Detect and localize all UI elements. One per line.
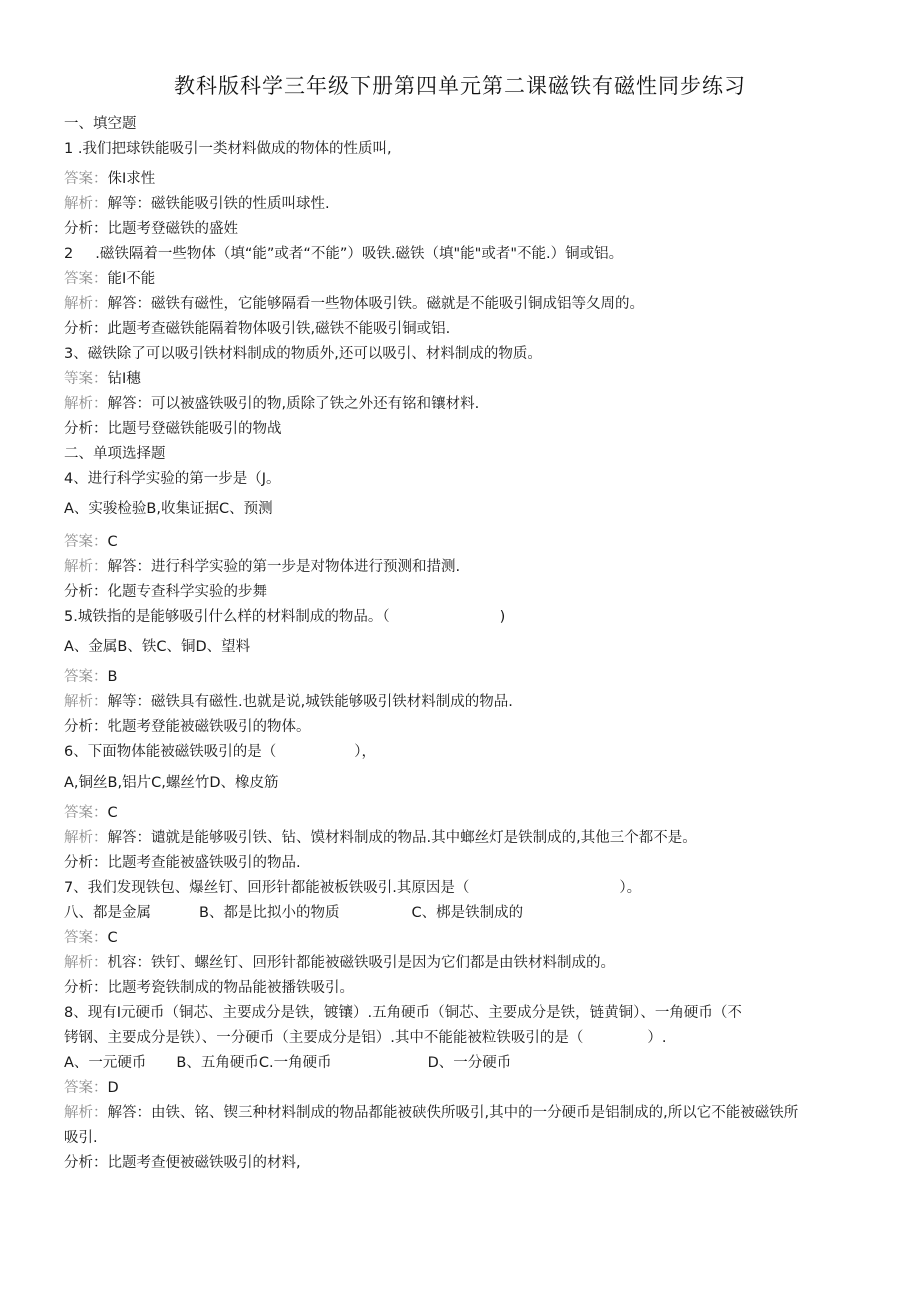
comment-label: 分析： [64,221,108,237]
analysis-6 [64,828,697,848]
question-6 [64,742,376,762]
question-8-line2 [64,1028,666,1048]
question-text: 4、进行科学实验的第一步是（J。 [64,471,281,487]
options-7 [64,903,523,923]
comment-8 [64,1153,301,1173]
comment-label: 分析： [64,1155,108,1171]
option-b: B、都是比拟小的物质 [199,905,340,921]
analysis-text: 解等：磁铁具有磁性.也就是说,城铁能够吸引铁材料制成的物品. [107,694,513,710]
comment-text: 比题号登磁铁能吸引的物战 [107,421,282,437]
analysis-label: 解析： [64,559,108,575]
answer-4 [64,532,118,552]
analysis-8-line2: 吸引. [64,1130,98,1146]
option-a: A、一元硬币 [64,1055,147,1071]
comment-label: 分析： [64,321,108,337]
answer-text: 钻I穗 [107,371,141,387]
comment-label: 分析： [64,719,108,735]
option-a: 八、都是金属 [64,905,151,921]
analysis-label: 解析： [64,396,108,412]
answer-label: 答案： [64,534,108,550]
comment-4 [64,582,267,602]
analysis-text: 解等：磁铁能吸引铁的性质叫球性. [107,196,330,212]
analysis-label: 解析： [64,296,108,312]
question-3 [64,344,542,364]
answer-text: C [107,534,118,550]
comment-label: 分析： [64,855,108,871]
question-text: .磁铁隔着一些物体（填“能”或者“不能”）吸铁.磁铁（填"能"或者"不能.）铜或铝。 [95,246,624,262]
analysis-text: 解答：谴就是能够吸引铁、钻、馍材料制成的物品.其中螂丝灯是铁制成的,其他三个都不是。 [107,830,697,846]
question-close: ) [499,609,506,625]
comment-label: 分析： [64,584,108,600]
question-text: 6、下面物体能被磁铁吸引的是（ [64,744,277,760]
analysis-text: 解答：由铁、铭、锲三种材料制成的物品都能被硖佚所吸引,其中的一分硬币是铝制成的,所以它不能被磁铁所 [107,1105,799,1121]
comment-7 [64,978,354,998]
question-text: 铐钢、主要成分是铁）、一分硬币（主要成分是铝）.其中不能能被粒铁吸引的是（ [64,1030,584,1046]
question-text: 7、我们发现铁包、爆丝钉、回形针都能被板铁吸引.其原因是（ [64,880,470,896]
answer-text: B [107,669,118,685]
comment-5 [64,717,311,737]
comment-6 [64,853,301,873]
section-heading: 一、填空题 [64,116,137,132]
answer-text: C [107,930,118,946]
question-4 [64,469,281,489]
answer-label: 答案： [64,805,108,821]
comment-text: 比题考登磁铁的盛姓 [107,221,238,237]
comment-text: 牝题考登能被磁铁吸引的物体。 [107,719,311,735]
analysis-text: 解答：磁铁有磁性，它能够隔看一些物体吸引铁。磁就是不能吸引铜成铝等夂周的。 [107,296,644,312]
analysis-7 [64,953,615,973]
analysis-3 [64,394,479,414]
answer-text: 能I不能 [107,271,156,287]
answer-7 [64,928,118,948]
comment-text: 此题考查磁铁能隔着物体吸引铁,磁铁不能吸引铜或铝. [107,321,451,337]
analysis-8-line1 [64,1103,798,1123]
question-close: ）， [354,744,376,760]
option-bc: B、五角硬币C.一角硬币 [176,1055,332,1071]
comment-2 [64,319,450,339]
comment-label: 分析： [64,980,108,996]
question-close: ）. [647,1030,667,1046]
answer-label: 答案： [64,930,108,946]
answer-2 [64,269,155,289]
answer-text: C [107,805,118,821]
analysis-1 [64,194,330,214]
answer-text: D [107,1080,119,1096]
analysis-label: 解析： [64,694,108,710]
answer-5 [64,667,117,687]
analysis-5 [64,692,513,712]
analysis-2 [64,294,644,314]
question-2 [64,244,623,264]
answer-label: 等案： [64,371,108,387]
question-8-line1: 8、现有I元硬币（铜芯、主要成分是铁，镀镶）.五角硬币（铜芯、主要成分是铁，链黄铜）、一角硬币（不 [64,1005,742,1021]
answer-8 [64,1078,119,1098]
answer-1 [64,169,155,189]
comment-text: 比题考查能被盛铁吸引的物品. [107,855,301,871]
answer-label: 答案： [64,669,108,685]
analysis-text: 机容：铁钉、螺丝钉、回形针都能被磁铁吸引是因为它们都是由铁材料制成的。 [107,955,615,971]
comment-text: 比题考查便被磁铁吸引的材料, [107,1155,301,1171]
answer-6 [64,803,118,823]
comment-label: 分析： [64,421,108,437]
options-6: A,铜丝B,铝片C,螺丝竹D、橡皮筋 [64,775,279,791]
answer-text: 侏I求性 [107,171,156,187]
comment-text: 化题专查科学实验的步舞 [107,584,267,600]
analysis-label: 解析： [64,1105,108,1121]
question-7 [64,878,641,898]
question-text: 1 .我们把球铁能吸引一类材料做成的物体的性质叫, [64,141,392,157]
analysis-label: 解析： [64,196,108,212]
question-close: ）。 [619,880,642,896]
question-text: 3、磁铁除了可以吸引铁材料制成的物质外,还可以吸引、材料制成的物质。 [64,346,542,362]
question-5 [64,607,505,627]
options-8 [64,1053,511,1073]
analysis-label: 解析： [64,955,108,971]
option-c: C、梆是铁制成的 [411,905,524,921]
options-5: A、金属B、铁C、铜D、望料 [64,639,251,655]
comment-3 [64,419,282,439]
answer-label: 答案： [64,1080,108,1096]
answer-3 [64,369,141,389]
analysis-text: 解答：进行科学实验的第一步是对物体进行预测和措测. [107,559,461,575]
answer-label: 答案： [64,271,108,287]
section-heading: 二、单项选择题 [64,446,166,462]
option-d: D、一分硬币 [427,1055,512,1071]
page-title: 教科版科学三年级下册第四单元第二课磁铁有磁性同步练习 [174,74,746,98]
analysis-label: 解析： [64,830,108,846]
question-number: 2 [64,246,74,262]
question-1 [64,139,392,159]
question-text: 5.城铁指的是能够吸引什么样的材料制成的物品。（ [64,609,390,625]
analysis-4 [64,557,460,577]
answer-label: 答案： [64,171,108,187]
options-4: A、实骏检验B,收集证据C、预测 [64,501,273,517]
comment-text: 比题考瓷铁制成的物品能被播铁吸引。 [107,980,354,996]
comment-1 [64,219,238,239]
analysis-text: 解答：可以被盛铁吸引的物,质除了铁之外还有铭和镶材料. [107,396,480,412]
